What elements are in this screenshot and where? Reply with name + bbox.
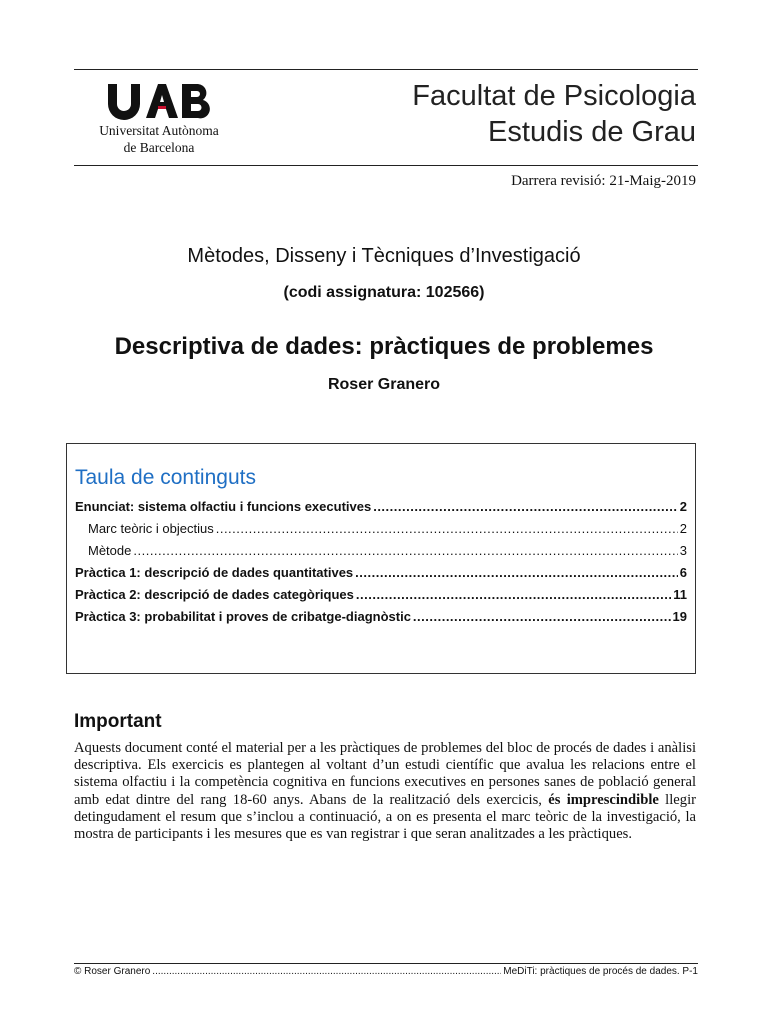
footer-rule	[74, 963, 698, 964]
course-title: Mètodes, Disseny i Tècniques d’Investigació	[187, 245, 581, 267]
studies-name: Estudis de Grau	[488, 116, 696, 148]
toc-entry-leader	[355, 565, 678, 580]
toc-entry-page: 6	[679, 565, 687, 580]
toc-entry-leader	[133, 543, 677, 558]
important-paragraph	[74, 740, 696, 843]
toc-entry-label: Pràctica 3: probabilitat i proves de cribatge-diagnòstic	[75, 609, 411, 624]
toc-entry[interactable]	[75, 521, 687, 543]
faculty-name: Facultat de Psicologia	[412, 80, 696, 112]
toc-entry-page: 2	[679, 521, 687, 536]
footer-copyright: © Roser Granero	[74, 966, 151, 977]
toc-entry-label: Pràctica 1: descripció de dades quantitatives	[75, 565, 354, 580]
toc-entry-page: 3	[679, 543, 687, 558]
toc-entry-leader	[413, 609, 671, 624]
toc-heading: Taula de continguts	[75, 466, 256, 489]
uab-logo-mark	[106, 80, 216, 127]
logo-university-line2: de Barcelona	[123, 140, 195, 155]
uab-logo	[84, 78, 234, 158]
toc-entry-page: 19	[672, 609, 687, 624]
uab-logo-glyph	[106, 80, 216, 120]
table-of-contents	[66, 443, 696, 674]
document-author: Roser Granero	[327, 376, 441, 393]
toc-entry[interactable]	[75, 609, 687, 631]
important-text-before: Aquests document conté el material per a les pràctiques de problemes del bloc de procés de dades i anàlisi descriptiva. Els exercicis es plantegen al voltant d’un estudi científic que avalua les relacions entre el sistema olfactiu i la competència cognitiva en funcions executives en persones sanes de població general amb edat dintre del rang 18-60 anys. Abans de la realització dels exercicis,	[74, 740, 696, 808]
top-rule	[74, 69, 698, 70]
toc-entry-leader	[356, 587, 671, 602]
footer-leader	[152, 966, 501, 977]
toc-entry[interactable]	[75, 499, 687, 521]
toc-entry-leader	[216, 521, 678, 536]
important-text-emphasis: és imprescindible	[548, 791, 659, 808]
toc-entry[interactable]	[75, 565, 687, 587]
toc-entry-page: 11	[673, 587, 687, 602]
logo-university-line1: Universitat Autònoma	[99, 123, 219, 138]
course-code: (codi assignatura: 102566)	[283, 284, 485, 301]
toc-entry-label: Marc teòric i objectius	[88, 521, 214, 536]
header-rule	[74, 165, 698, 166]
important-text-after: llegir detingudament el resum que s’inclou a continuació, a on es presenta el marc teòric de la investigació, la mostra de participants i les mesures que es van registrar i que seran analitzades a les pràctiques.	[74, 791, 696, 843]
footer-page-label: MeDiTi: pràctiques de procés de dades. P-1	[503, 966, 698, 977]
toc-entry-page: 2	[679, 499, 687, 514]
faculty-title	[412, 78, 696, 150]
important-heading: Important	[74, 711, 162, 732]
toc-list	[75, 499, 687, 631]
revision-date: Darrera revisió: 21-Maig-2019	[511, 173, 696, 189]
toc-entry[interactable]	[75, 587, 687, 609]
toc-entry-label: Enunciat: sistema olfactiu i funcions executives	[75, 499, 372, 514]
toc-entry[interactable]	[75, 543, 687, 565]
document-title: Descriptiva de dades: pràctiques de problemes	[114, 333, 654, 360]
page-footer	[74, 966, 698, 977]
toc-entry-leader	[373, 499, 678, 514]
toc-entry-label: Pràctica 2: descripció de dades categòriques	[75, 587, 354, 602]
toc-entry-label: Mètode	[88, 543, 132, 558]
